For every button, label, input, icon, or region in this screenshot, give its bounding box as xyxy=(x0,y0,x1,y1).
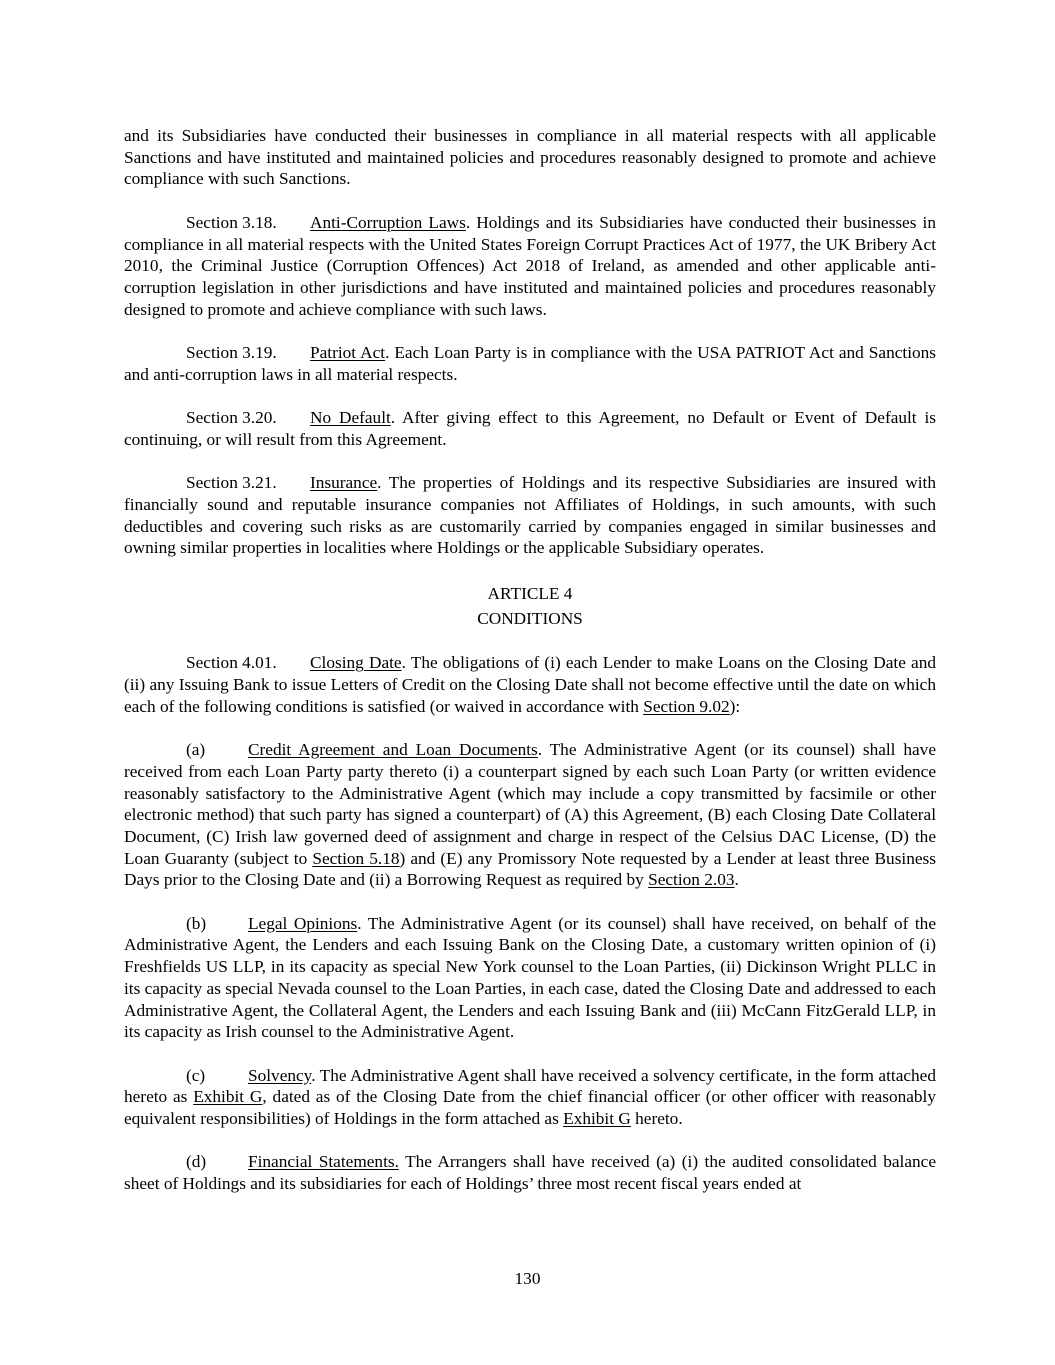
section-3-20 xyxy=(124,407,936,450)
clause-title: Credit Agreement and Loan Documents xyxy=(248,740,538,760)
section-4-01 xyxy=(124,652,936,717)
clause-body: . The Administrative Agent shall have received a solvency certificate, in the form attached hereto as xyxy=(124,1065,936,1107)
section-number: Section 4.01. xyxy=(186,653,277,673)
clause-body: , dated as of the Closing Date from the chief financial officer (or other officer with reasonably equivalent responsibilities) of Holdings in the form attached as xyxy=(124,1087,936,1129)
section-3-19 xyxy=(124,342,936,385)
exhibit-reference: Exhibit G xyxy=(193,1087,263,1107)
article-number: ARTICLE 4 xyxy=(487,583,573,603)
clause-d xyxy=(124,1151,936,1194)
section-body: . Holdings and its Subsidiaries have conducted their businesses in compliance in all material respects with the United States Foreign Corrupt Practices Act of 1977, the UK Bribery Act 2010, the Criminal Justice (Corruption Offences) Act 2018 of Ireland, as amended and other applicable anti-corruption legislation in other jurisdictions and have instituted and maintained policies and procedures reasonably designed to promote and achieve compliance with such laws. xyxy=(124,212,936,319)
document-page xyxy=(124,125,936,1195)
section-number: Section 3.21. xyxy=(186,473,277,493)
section-body: . The properties of Holdings and its respective Subsidiaries are insured with financially sound and reputable insurance companies not Affiliates of Holdings, in such amounts, with such deductibles and covering such risks as are customarily carried by companies engaged in similar businesses and owning similar properties in localities where Holdings or the applicable Subsidiary operates. xyxy=(124,473,936,558)
continuation-paragraph: and its Subsidiaries have conducted their businesses in compliance in all material respects with all applicable Sanctions and have instituted and maintained policies and procedures reasonably designed to promote and achieve compliance with such Sanctions. xyxy=(124,126,936,189)
section-title: Anti-Corruption Laws xyxy=(310,212,466,232)
clause-body: The Arrangers shall have received (a) (i) the audited consolidated balance sheet of Holdings and its subsidiaries for each of Holdings’ three most recent fiscal years ended at xyxy=(124,1152,936,1194)
clause-body-end: . xyxy=(734,870,739,890)
section-number: Section 3.20. xyxy=(186,408,277,428)
section-reference: Section 5.18 xyxy=(312,848,400,868)
clause-title: Solvency xyxy=(248,1065,312,1085)
clause-label: (d) xyxy=(186,1152,207,1172)
clause-body: . The Administrative Agent (or its counsel) shall have received from each Loan Party party thereto (i) a counterpart signed by each such Loan Party (or written evidence reasonably satisfactory to the Administrative Agent (which may include a copy transmitted by facsimile or other electronic method) that such party has signed a counterpart) of (A) this Agreement, (B) each Closing Date Collateral Document, (C) Irish law governed deed of assignment and charge in respect of the Celsius DAC License, (D) the Loan Guaranty (subject to xyxy=(124,740,936,868)
clause-body: . The Administrative Agent (or its counsel) shall have received, on behalf of the Administrative Agent, the Lenders and each Issuing Bank on the Closing Date, a customary written opinion of (i) Freshfields US LLP, in its capacity as special New York counsel to the Loan Parties, (ii) Dickinson Wright PLLC in its capacity as special Nevada counsel to the Loan Parties, in each case, dated the Closing Date and addressed to each Administrative Agent, the Collateral Agent, the Lenders and each Issuing Bank and (iii) McCann FitzGerald LLP, in its capacity as Irish counsel to the Administrative Agent. xyxy=(124,913,936,1042)
clause-body-end: hereto. xyxy=(630,1109,683,1129)
clause-title: Legal Opinions xyxy=(248,913,358,933)
article-title: CONDITIONS xyxy=(477,608,583,628)
clause-body: ) and (E) any Promissory Note requested by a Lender at least three Business Days prior to the Closing Date and (ii) a Borrowing Request as required by xyxy=(124,848,936,890)
section-title: Insurance xyxy=(310,473,378,493)
section-number: Section 3.19. xyxy=(186,343,277,362)
clause-b xyxy=(124,913,936,1043)
section-reference: Section 2.03 xyxy=(648,870,735,890)
clause-c xyxy=(124,1065,936,1130)
section-body: . After giving effect to this Agreement, no Default or Event of Default is continuing, or will result from this Agreement. xyxy=(124,408,936,449)
section-title: No Default xyxy=(310,408,391,428)
clause-label: (a) xyxy=(186,740,206,760)
section-title: Patriot Act xyxy=(310,343,386,362)
section-body: . Each Loan Party is in compliance with the USA PATRIOT Act and Sanctions and anti-corruption laws in all material respects. xyxy=(124,343,936,384)
exhibit-reference: Exhibit G xyxy=(563,1109,631,1129)
clause-label: (b) xyxy=(186,913,207,933)
section-3-21 xyxy=(124,472,936,559)
section-3-18 xyxy=(124,212,936,321)
section-reference: Section 9.02 xyxy=(643,696,730,716)
section-title: Closing Date xyxy=(310,653,402,673)
clause-title: Financial Statements. xyxy=(248,1152,399,1172)
clause-label: (c) xyxy=(186,1065,206,1085)
section-body-end: ): xyxy=(729,696,741,716)
clause-a xyxy=(124,739,936,891)
section-body: . The obligations of (i) each Lender to make Loans on the Closing Date and (ii) any Issuing Bank to issue Letters of Credit on the Closing Date shall not become effective until the date on which each of the following conditions is satisfied (or waived in accordance with xyxy=(124,653,937,716)
page-number: 130 xyxy=(514,1269,541,1288)
section-number: Section 3.18. xyxy=(186,212,277,232)
